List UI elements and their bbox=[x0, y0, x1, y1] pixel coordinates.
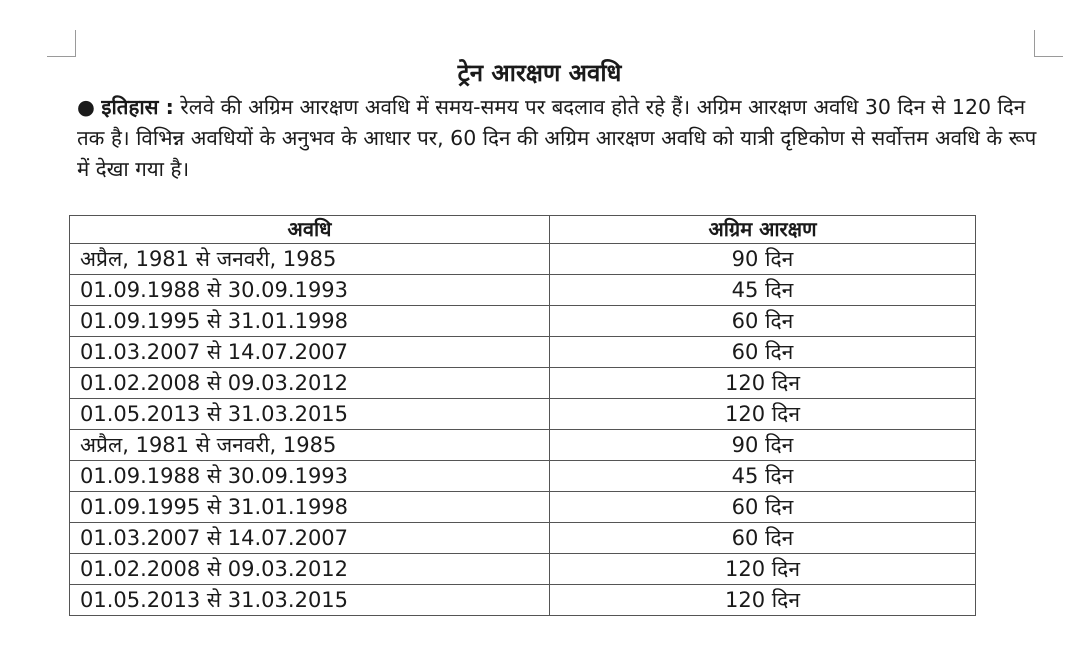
table-row bbox=[70, 368, 976, 399]
days-cell: 60 दिन bbox=[550, 523, 976, 554]
period-cell: अप्रैल, 1981 से जनवरी, 1985 bbox=[70, 244, 550, 275]
days-cell: 45 दिन bbox=[550, 461, 976, 492]
page-corner-mark-right bbox=[1034, 30, 1063, 57]
table-row bbox=[70, 337, 976, 368]
period-cell: 01.05.2013 से 31.03.2015 bbox=[70, 399, 550, 430]
table-row bbox=[70, 275, 976, 306]
bullet-icon: ● bbox=[77, 95, 95, 119]
period-cell: 01.09.1988 से 30.09.1993 bbox=[70, 275, 550, 306]
period-cell: 01.09.1988 से 30.09.1993 bbox=[70, 461, 550, 492]
period-cell: 01.02.2008 से 09.03.2012 bbox=[70, 368, 550, 399]
table-row bbox=[70, 244, 976, 275]
days-cell: 90 दिन bbox=[550, 244, 976, 275]
table-row bbox=[70, 554, 976, 585]
days-cell: 60 दिन bbox=[550, 337, 976, 368]
period-cell: 01.09.1995 से 31.01.1998 bbox=[70, 492, 550, 523]
days-cell: 60 दिन bbox=[550, 492, 976, 523]
table-row bbox=[70, 399, 976, 430]
days-cell: 120 दिन bbox=[550, 554, 976, 585]
history-paragraph bbox=[77, 92, 1037, 185]
table-row bbox=[70, 461, 976, 492]
reservation-period-table bbox=[69, 215, 976, 616]
history-label: इतिहास : bbox=[101, 95, 174, 119]
history-text: रेलवे की अग्रिम आरक्षण अवधि में समय-समय पर बदलाव होते रहे हैं। अग्रिम आरक्षण अवधि 30 दिन से 120 दिन तक है। विभिन्न अवधियों के अनुभव के आधार पर, 60 दिन की अग्रिम आरक्षण अवधि को यात्री दृष्टिकोण से सर्वोत्तम अवधि के रूप में देखा गया है। bbox=[77, 95, 1037, 181]
days-cell: 60 दिन bbox=[550, 306, 976, 337]
header-period: अवधि bbox=[70, 216, 550, 244]
header-advance-reservation: अग्रिम आरक्षण bbox=[550, 216, 976, 244]
table-row bbox=[70, 523, 976, 554]
days-cell: 45 दिन bbox=[550, 275, 976, 306]
days-cell: 120 दिन bbox=[550, 399, 976, 430]
period-cell: 01.03.2007 से 14.07.2007 bbox=[70, 523, 550, 554]
period-cell: 01.05.2013 से 31.03.2015 bbox=[70, 585, 550, 616]
days-cell: 90 दिन bbox=[550, 430, 976, 461]
period-cell: 01.03.2007 से 14.07.2007 bbox=[70, 337, 550, 368]
table-row bbox=[70, 585, 976, 616]
days-cell: 120 दिन bbox=[550, 368, 976, 399]
page-corner-mark-left bbox=[47, 30, 76, 57]
table-header-row bbox=[70, 216, 976, 244]
days-cell: 120 दिन bbox=[550, 585, 976, 616]
period-cell: 01.09.1995 से 31.01.1998 bbox=[70, 306, 550, 337]
page-title: ट्रेन आरक्षण अवधि bbox=[457, 59, 622, 87]
period-cell: अप्रैल, 1981 से जनवरी, 1985 bbox=[70, 430, 550, 461]
period-cell: 01.02.2008 से 09.03.2012 bbox=[70, 554, 550, 585]
table-row bbox=[70, 306, 976, 337]
table-row bbox=[70, 430, 976, 461]
table-row bbox=[70, 492, 976, 523]
